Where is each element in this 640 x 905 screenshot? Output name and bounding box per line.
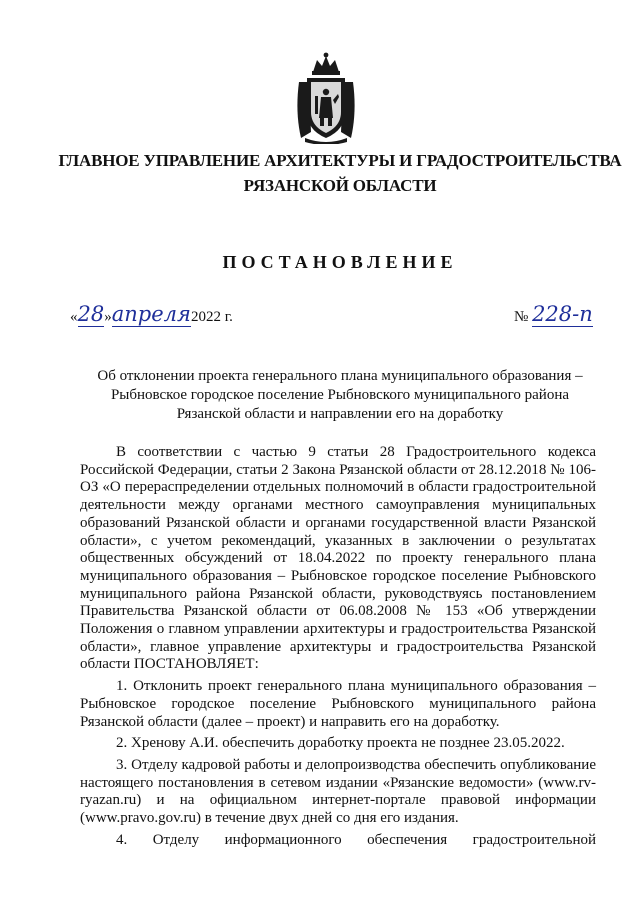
document-number — [514, 302, 593, 326]
organization-title-line-1: ГЛАВНОЕ УПРАВЛЕНИЕ АРХИТЕКТУРЫ И ГРАДОСТРОИТЕЛЬСТВА — [58, 151, 622, 170]
preamble-paragraph: В соответствии с частью 9 статьи 28 Градостроительного кодекса Российской Федерации, статьи 2 Закона Рязанской области от 28.12.2018 № 106-ОЗ «О перераспределении отдельных полномочий в области градостроительной деятельности между органами местного самоуправления муниципальных образований Рязанской области и органами государственной власти Рязанской области», с учетом рекомендаций, указанных в заключении о результатах общественных обсуждений от 18.04.2022 по проекту генерального плана муниципального образования – Рыбновское городское поселение Рыбновского муниципального района Рязанской области, руководствуясь постановлением Правительства Рязанской области от 06.08.2008 № 153 «Об утверждении Положения о главном управлении архитектуры и градостроительства Рязанской области», главное управление архитектуры и градостроительства Рязанской области ПОСТАНОВЛЯЕТ: — [80, 444, 596, 673]
number-prefix: № — [514, 309, 529, 325]
date-year: 2022 г. — [190, 309, 233, 325]
organization-title-line-2: РЯЗАНСКОЙ ОБЛАСТИ — [243, 176, 437, 195]
date-month: апреля — [111, 302, 191, 326]
subject-line: Рыбновское городское поселение Рыбновского муниципального района — [110, 387, 570, 403]
document-date — [70, 302, 233, 326]
subject-line: Рязанской области и направлении его на доработку — [176, 406, 504, 422]
resolution-item-1: 1. Отклонить проект генерального плана муниципального образования – Рыбновское городское поселение Рыбновского муниципального района Рязанской области (далее – проект) и направить его на доработку. — [80, 678, 596, 730]
coat-of-arms-emblem — [291, 52, 361, 144]
resolution-item-3: 3. Отделу кадровой работы и делопроизводства обеспечить опубликование настоящего постановления в сетевом издании «Рязанские ведомости» (www.rv-ryazan.ru) и на официальном интернет-портале правовой информации (www.pravo.gov.ru) в течение двух дней со дня его издания. — [80, 756, 596, 827]
date-open-quote: « — [70, 309, 78, 325]
resolution-item-4: 4. Отделу информационного обеспечения градостроительной — [116, 831, 596, 848]
document-body — [80, 444, 596, 849]
date-day: 28 — [77, 302, 105, 326]
resolution-item-2: 2. Хренову А.И. обеспечить доработку проекта не позднее 23.05.2022. — [116, 735, 565, 752]
number-value: 228-п — [532, 302, 593, 326]
subject-line: Об отклонении проекта генерального плана муниципального образования – — [97, 368, 583, 384]
date-close-quote: » — [104, 309, 112, 325]
document-type-heading: ПОСТАНОВЛЕНИЕ — [222, 252, 458, 272]
document-subject — [70, 367, 610, 424]
ryazan-coat-of-arms-icon — [291, 52, 361, 144]
